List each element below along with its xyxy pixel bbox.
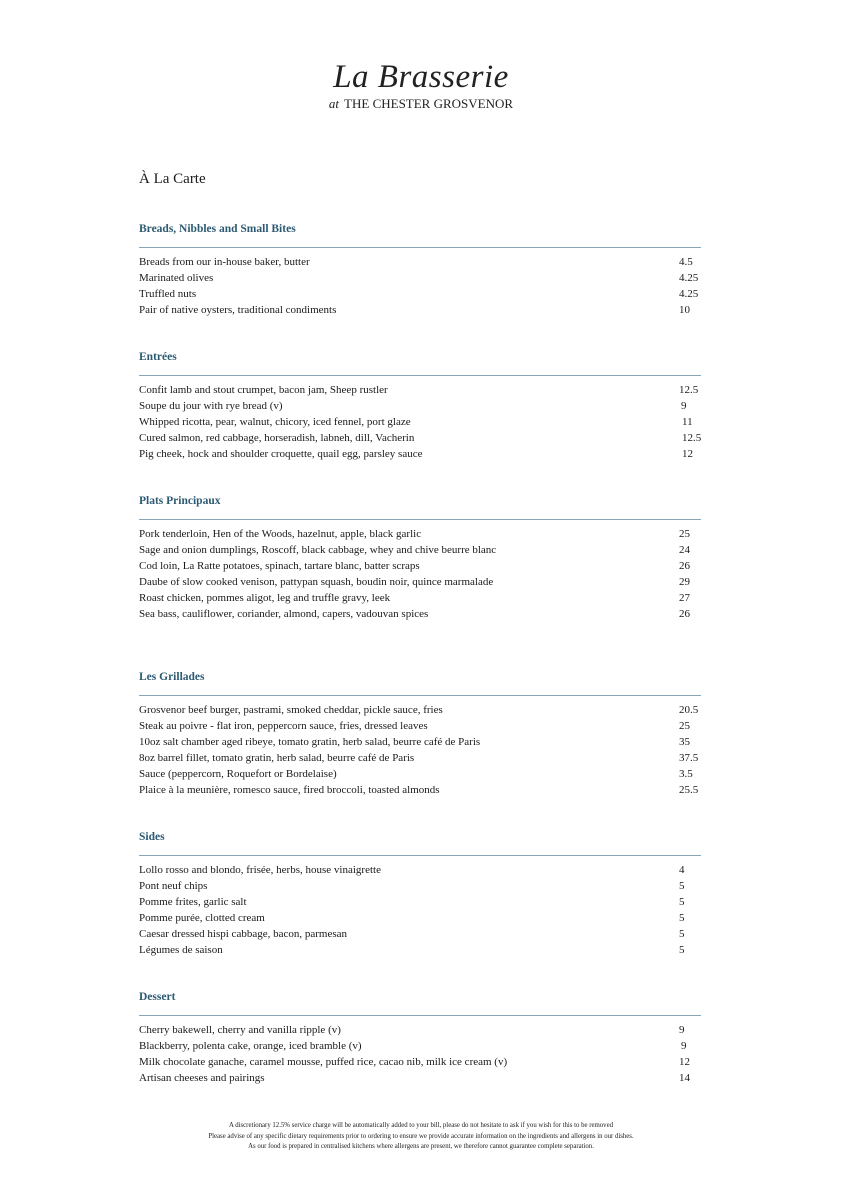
item-name: Daube of slow cooked venison, pattypan squash, boudin noir, quince marmalade (139, 576, 494, 588)
item-name: Breads from our in-house baker, butter (139, 256, 310, 268)
item-name: Marinated olives (139, 272, 214, 284)
logo-sub-text: THE CHESTER GROSVENOR (344, 96, 514, 111)
item-price: 29 (679, 576, 690, 588)
menu-item (139, 862, 701, 878)
menu-section-les-grillades (139, 669, 701, 798)
item-name: Pig cheek, hock and shoulder croquette, quail egg, parsley sauce (139, 448, 423, 460)
section-divider (139, 519, 701, 520)
item-price: 26 (679, 560, 690, 572)
logo-title: La Brasserie (333, 59, 509, 95)
section-heading: Dessert (139, 991, 176, 1003)
item-price: 3.5 (679, 768, 693, 780)
item-price: 26 (679, 608, 690, 620)
section-divider (139, 247, 701, 248)
menu-item (139, 302, 701, 318)
menu-footer-notes (0, 1121, 842, 1153)
item-name: Confit lamb and stout crumpet, bacon jam, Sheep rustler (139, 384, 388, 396)
menu-section-breads (139, 221, 701, 318)
menu-item (139, 910, 701, 926)
menu-section-entrees (139, 349, 701, 462)
item-price: 25 (679, 720, 690, 732)
item-name: Artisan cheeses and pairings (139, 1072, 265, 1084)
menu-item (139, 1038, 701, 1054)
item-price: 4.25 (679, 272, 699, 284)
menu-item (139, 1070, 701, 1086)
menu-item (139, 382, 701, 398)
item-name: Sage and onion dumplings, Roscoff, black cabbage, whey and chive beurre blanc (139, 544, 497, 556)
item-price: 4 (679, 864, 685, 876)
item-price: 5 (679, 912, 685, 924)
section-heading: Breads, Nibbles and Small Bites (139, 223, 296, 235)
item-price: 4.25 (679, 288, 699, 300)
item-name: Légumes de saison (139, 944, 223, 956)
item-price: 9 (681, 400, 687, 412)
menu-item (139, 878, 701, 894)
menu-item (139, 894, 701, 910)
section-heading: Sides (139, 831, 165, 843)
menu-section-sides (139, 829, 701, 958)
item-name: Cod loin, La Ratte potatoes, spinach, tartare blanc, batter scraps (139, 560, 420, 572)
menu-item (139, 590, 701, 606)
item-name: Lollo rosso and blondo, frisée, herbs, house vinaigrette (139, 864, 381, 876)
item-name: Truffled nuts (139, 288, 197, 300)
item-price: 4.5 (679, 256, 693, 268)
item-price: 5 (679, 880, 685, 892)
item-name: Sea bass, cauliflower, coriander, almond, capers, vadouvan spices (139, 608, 429, 620)
restaurant-logo (0, 58, 842, 112)
menu-item (139, 606, 701, 622)
section-heading: Plats Principaux (139, 495, 221, 507)
item-name: Plaice à la meunière, romesco sauce, fired broccoli, toasted almonds (139, 784, 440, 796)
menu-item (139, 526, 701, 542)
section-heading: Les Grillades (139, 671, 205, 683)
menu-item (139, 1022, 701, 1038)
item-price: 9 (681, 1040, 687, 1052)
item-name: 10oz salt chamber aged ribeye, tomato gratin, herb salad, beurre café de Paris (139, 736, 481, 748)
item-name: Grosvenor beef burger, pastrami, smoked cheddar, pickle sauce, fries (139, 704, 443, 716)
item-name: 8oz barrel fillet, tomato gratin, herb salad, beurre café de Paris (139, 752, 415, 764)
item-name: Pomme purée, clotted cream (139, 912, 265, 924)
item-price: 25.5 (679, 784, 699, 796)
section-divider (139, 695, 701, 696)
item-name: Pork tenderloin, Hen of the Woods, hazelnut, apple, black garlic (139, 528, 422, 540)
menu-item (139, 718, 701, 734)
menu-item (139, 542, 701, 558)
item-name: Soupe du jour with rye bread (v) (139, 400, 283, 412)
item-name: Milk chocolate ganache, caramel mousse, puffed rice, cacao nib, milk ice cream (v) (139, 1056, 508, 1068)
item-name: Roast chicken, pommes aligot, leg and truffle gravy, leek (139, 592, 391, 604)
item-name: Cured salmon, red cabbage, horseradish, labneh, dill, Vacherin (139, 432, 415, 444)
service-charge-note: A discretionary 12.5% service charge will be automatically added to your bill, please do not hesitate to ask if you wish for this to be removed (229, 1122, 613, 1129)
menu-item (139, 750, 701, 766)
item-name: Pomme frites, garlic salt (139, 896, 247, 908)
item-price: 35 (679, 736, 690, 748)
menu-item (139, 270, 701, 286)
menu-item (139, 414, 701, 430)
menu-item (139, 446, 701, 462)
menu-item (139, 574, 701, 590)
item-price: 5 (679, 896, 685, 908)
item-price: 12.5 (679, 384, 699, 396)
menu-section-dessert (139, 989, 701, 1086)
item-price: 12 (679, 1056, 690, 1068)
item-price: 20.5 (679, 704, 699, 716)
menu-item (139, 286, 701, 302)
menu-item (139, 782, 701, 798)
item-price: 5 (679, 944, 685, 956)
item-name: Caesar dressed hispi cabbage, bacon, parmesan (139, 928, 348, 940)
item-price: 27 (679, 592, 690, 604)
item-name: Blackberry, polenta cake, orange, iced bramble (v) (139, 1040, 362, 1052)
menu-item (139, 702, 701, 718)
item-price: 14 (679, 1072, 690, 1084)
item-price: 5 (679, 928, 685, 940)
menu-item (139, 734, 701, 750)
menu-section-plats-principaux (139, 493, 701, 622)
menu-item (139, 942, 701, 958)
logo-subtitle (0, 96, 842, 112)
section-divider (139, 1015, 701, 1016)
item-price: 24 (679, 544, 690, 556)
item-price: 10 (679, 304, 690, 316)
item-price: 37.5 (679, 752, 699, 764)
dietary-advice-note: Please advise of any specific dietary requirements prior to ordering to ensure we provide accurate information on the ingredients and allergens in our dishes. (208, 1132, 634, 1140)
item-price: 25 (679, 528, 690, 540)
logo-at: at (328, 96, 340, 111)
item-name: Steak au poivre - flat iron, peppercorn sauce, fries, dressed leaves (139, 720, 428, 732)
item-name: Sauce (peppercorn, Roquefort or Bordelaise) (139, 768, 337, 780)
menu-item (139, 766, 701, 782)
item-name: Pair of native oysters, traditional condiments (139, 304, 337, 316)
section-heading: Entrées (139, 351, 177, 363)
item-price: 11 (682, 416, 693, 428)
menu-item (139, 430, 701, 446)
allergen-note: As our food is prepared in centralised kitchens where allergens are present, we therefore cannot guarantee complete separation. (248, 1143, 594, 1150)
section-divider (139, 375, 701, 376)
section-divider (139, 855, 701, 856)
menu-item (139, 926, 701, 942)
menu-title: À La Carte (139, 171, 206, 187)
menu-item (139, 1054, 701, 1070)
item-price: 12 (682, 448, 693, 460)
item-name: Pont neuf chips (139, 880, 208, 892)
item-name: Whipped ricotta, pear, walnut, chicory, iced fennel, port glaze (139, 416, 411, 428)
menu-item (139, 254, 701, 270)
menu-item (139, 558, 701, 574)
item-name: Cherry bakewell, cherry and vanilla ripple (v) (139, 1024, 341, 1036)
item-price: 12.5 (682, 432, 702, 444)
menu-item (139, 398, 701, 414)
item-price: 9 (679, 1024, 685, 1036)
